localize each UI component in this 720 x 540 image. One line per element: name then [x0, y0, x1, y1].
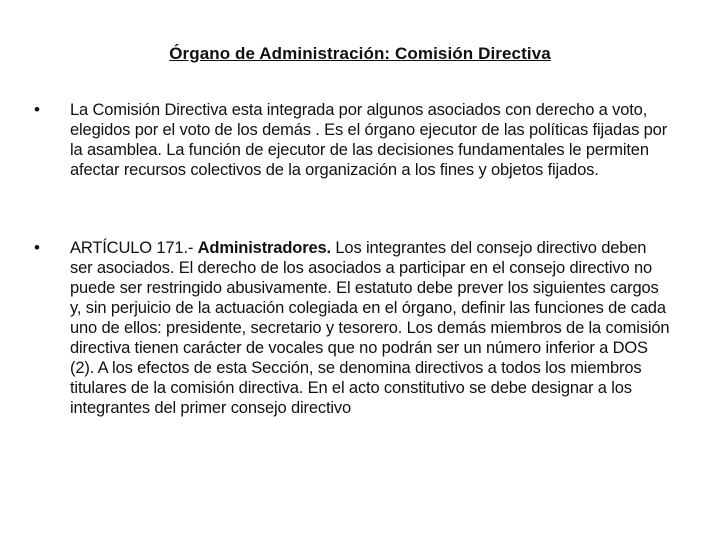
article-body: Los integrantes del consejo directivo deben ser asociados. El derecho de los asociados a participar en el consejo directivo no puede ser restringido abusivamente. El estatuto debe prever los siguientes cargos y, sin perjuicio de la actuación colegiada en el órgano, definir las funciones de cada uno de ellos: presidente, secretario y tesorero. Los demás miembros de la comisión directiva tienen carácter de vocales que no podrán ser un número inferior a DOS (2). A los efectos de esta Sección, se denomina directivos a todos los miembros titulares de la comisión directiva. En el acto constitutivo se debe designar a los integrantes del primer consejo directivo: [70, 239, 670, 417]
bullet-icon: •: [34, 238, 40, 257]
bullet-text: [70, 238, 670, 418]
article-heading: Administradores.: [197, 239, 331, 257]
slide-title: Órgano de Administración: Comisión Directiva: [169, 44, 551, 63]
article-prefix: ARTÍCULO 171.-: [70, 239, 198, 257]
bullet-body: La Comisión Directiva esta integrada por algunos asociados con derecho a voto, elegidos por el voto de los demás . Es el órgano ejecutor de las políticas fijadas por la asamblea. La función de ejecutor de las decisiones fundamentales le permiten afectar recursos colectivos de la organización a los fines y objetos fijados.: [70, 101, 668, 179]
bullet-text: [70, 100, 670, 180]
bullet-icon: •: [34, 100, 40, 119]
